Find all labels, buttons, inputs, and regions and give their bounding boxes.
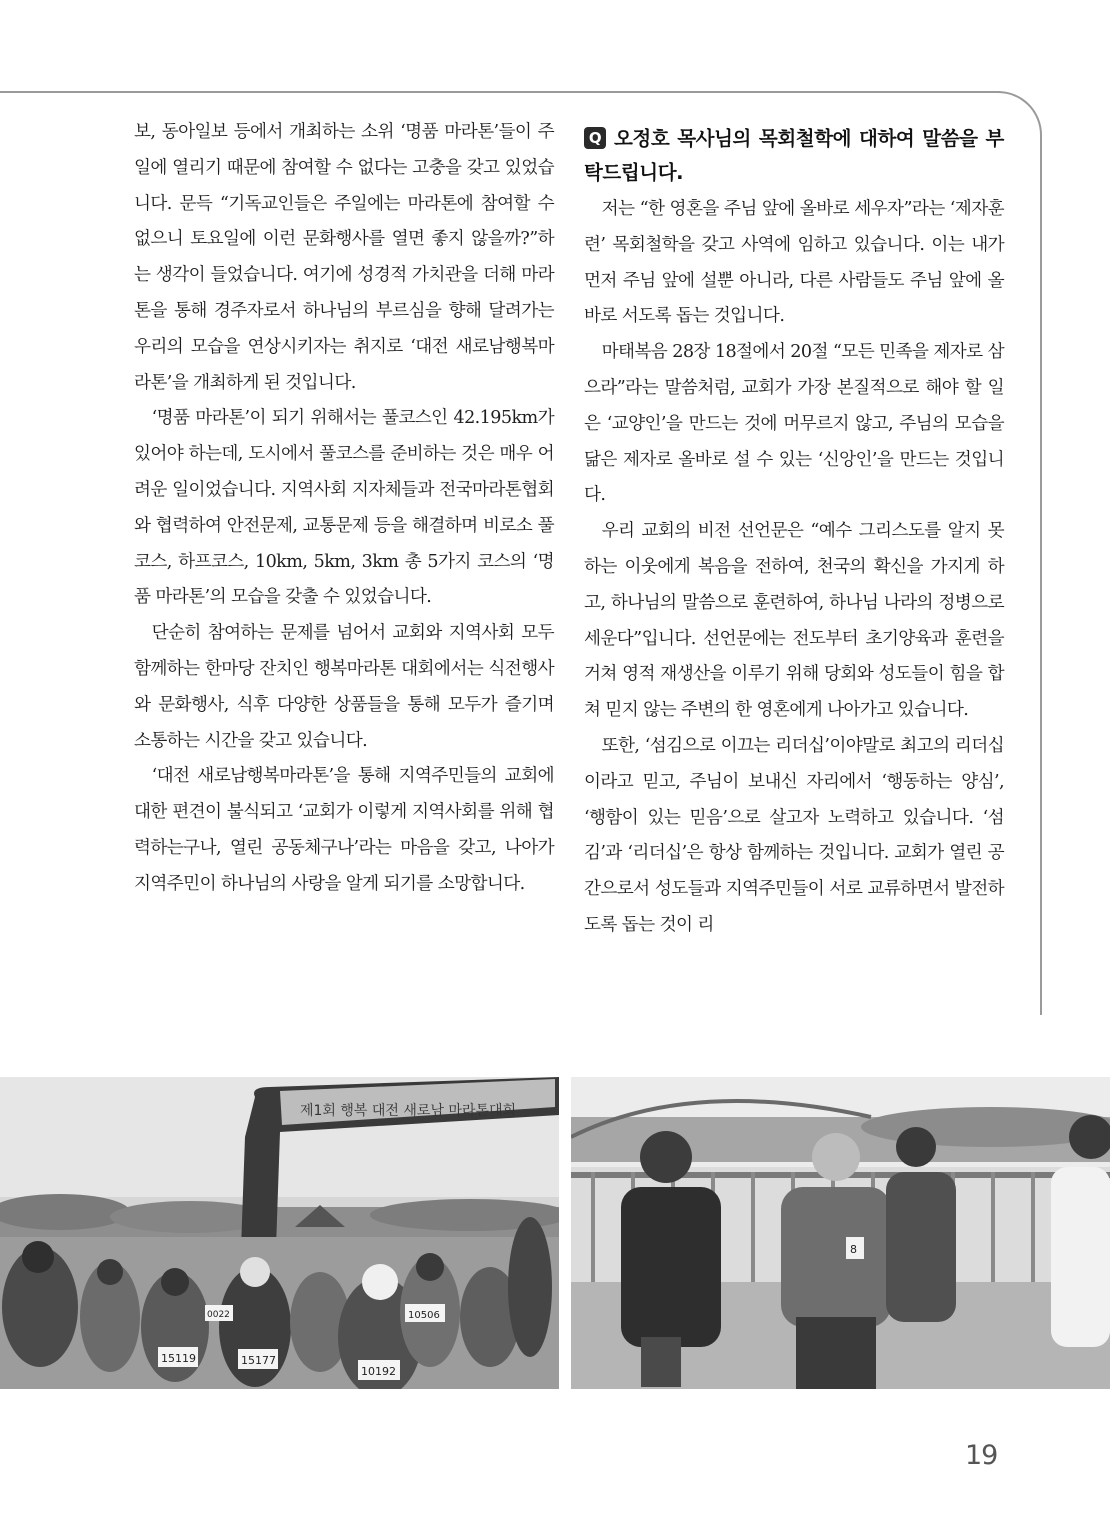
left-paragraph-4: ‘대전 새로남행복마라톤’을 통해 지역주민들의 교회에 대한 편견이 불식되고 ‘교회가 이렇게 지역사회를 위해 협력하는구나, 열린 공동체구나’라는 마음을 갖고, 나아가 지역주민이 하나님의 사랑을 알게 되기를 소망합니다. (134, 766, 554, 894)
frame-right-line (1040, 140, 1042, 1015)
frame-top-line (0, 91, 1000, 93)
right-paragraph-2: 마태복음 28장 18절에서 20절 “모든 민족을 제자로 삼으라”라는 말씀처럼, 교회가 가장 본질적으로 해야 할 일은 ‘교양인’을 만드는 것에 머무르지 않고, 주님의 모습을 닮은 제자로 올바로 설 수 있는 ‘신앙인’을 만드는 것입니다. (584, 342, 1004, 506)
left-paragraph-2: ‘명품 마라톤’이 되기 위해서는 풀코스인 42.195km가 있어야 하는데, 도시에서 풀코스를 준비하는 것은 매우 어려운 일이었습니다. 지역사회 지자체들과 전국마라톤협회와 협력하여 안전문제, 교통문제 등을 해결하며 비로소 풀코스, 하프코스, 10km, 5km, 3km 총 5가지 코스의 ‘명품 마라톤’의 모습을 갖출 수 있었습니다. (134, 408, 554, 608)
bib-15119: 15119 (161, 1352, 196, 1365)
page-number: 19 (965, 1440, 998, 1471)
left-paragraph-1: 보, 동아일보 등에서 개최하는 소위 ‘명품 마라톤’들이 주일에 열리기 때문에 참여할 수 없다는 고충을 갖고 있었습니다. 문득 “기독교인들은 주일에는 마라톤에 참여할 수 없으니 토요일에 이런 문화행사를 열면 좋지 않을까?”하는 생각이 들었습니다. 여기에 성경적 가치관을 더해 마라톤을 통해 경주자로서 하나님의 부르심을 향해 달려가는 우리의 모습을 연상시키자는 취지로 ‘대전 새로남행복마라톤’을 개최하게 된 것입니다. (134, 122, 554, 393)
bib-15177: 15177 (241, 1354, 276, 1367)
question-badge-icon: Q (584, 127, 606, 149)
marathon-start-photo (0, 1077, 559, 1389)
bib-10192: 10192 (361, 1365, 396, 1378)
left-paragraph-3: 단순히 참여하는 문제를 넘어서 교회와 지역사회 모두 함께하는 한마당 잔치인 행복마라톤 대회에서는 식전행사와 문화행사, 식후 다양한 상품들을 통해 모두가 즐기며 소통하는 시간을 갖고 있습니다. (134, 623, 554, 751)
bib-0022: 0022 (207, 1310, 230, 1320)
left-text-column (134, 115, 554, 903)
bib-10506: 10506 (408, 1310, 440, 1321)
interview-question (584, 122, 1004, 190)
right-paragraph-1: 저는 “한 영혼을 주님 앞에 올바로 세우자”라는 ‘제자훈련’ 목회철학을 갖고 사역에 임하고 있습니다. 이는 내가 먼저 주님 앞에 설뿐 아니라, 다른 사람들도 주님 앞에 올바로 서도록 돕는 것입니다. (584, 199, 1004, 327)
bridge-runners-photo (571, 1077, 1110, 1389)
right-text-column (584, 122, 1004, 944)
right-paragraph-3: 우리 교회의 비전 선언문은 “예수 그리스도를 알지 못하는 이웃에게 복음을 전하여, 천국의 확신을 가지게 하고, 하나님의 말씀으로 훈련하여, 하나님 나라의 정병으로 세운다”입니다. 선언문에는 전도부터 초기양육과 훈련을 거쳐 영적 재생산을 이루기 위해 당회와 성도들이 힘을 합쳐 믿지 않는 주변의 한 영혼에게 나아가고 있습니다. (584, 521, 1004, 721)
arch-banner-text: 제1회 행복 대전 새로남 마라톤대회 (300, 1103, 517, 1119)
right-paragraph-4: 또한, ‘섬김으로 이끄는 리더십’이야말로 최고의 리더십이라고 믿고, 주님이 보내신 자리에서 ‘행동하는 양심’, ‘행함이 있는 믿음’으로 살고자 노력하고 있습니다. ‘섬김’과 ‘리더십’은 항상 함께하는 것입니다. 교회가 열린 공간으로서 성도들과 지역주민들이 서로 교류하면서 발전하도록 돕는 것이 리 (584, 735, 1004, 935)
bib-8: 8 (850, 1243, 857, 1256)
question-text: 오정호 목사님의 목회철학에 대하여 말씀을 부탁드립니다. (584, 127, 1004, 184)
